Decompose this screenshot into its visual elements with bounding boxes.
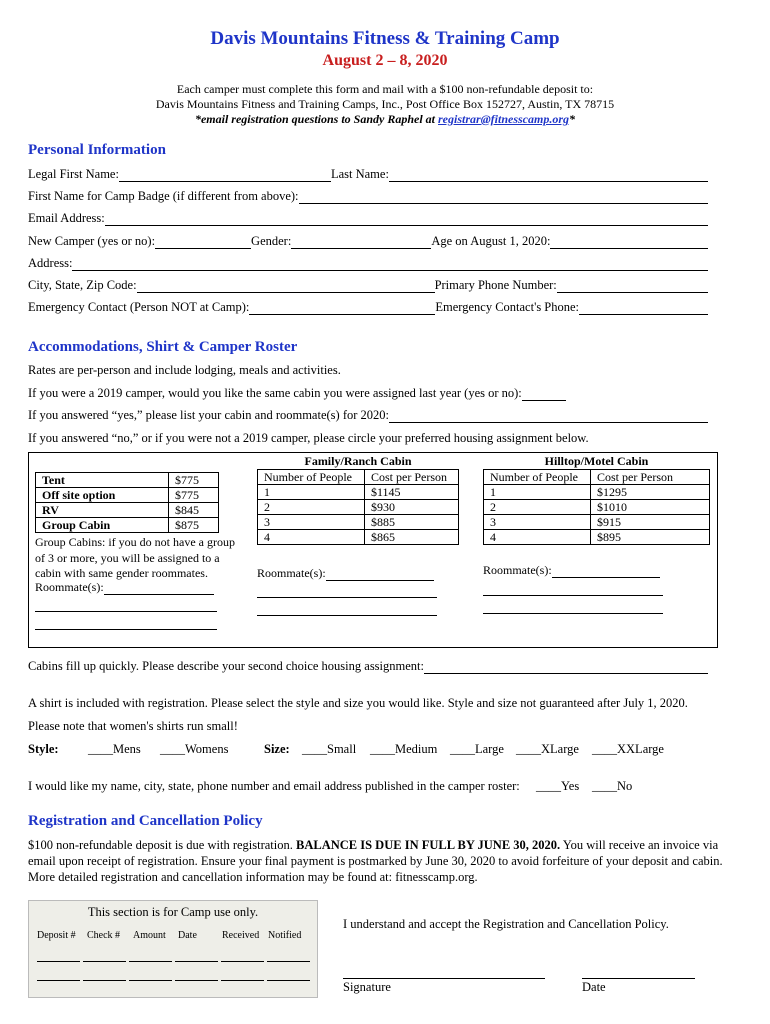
- notified-field-2[interactable]: [267, 970, 310, 981]
- received-label: Received: [222, 930, 260, 941]
- camp-use-lines-2: [37, 970, 317, 981]
- check-label: Check #: [87, 930, 121, 941]
- camper-info-row: [28, 233, 708, 249]
- gender-field[interactable]: [291, 235, 431, 249]
- badge-name-label: First Name for Camp Badge (if different from above):: [28, 189, 299, 203]
- registrar-email-link[interactable]: registrar@fitnesscamp.org: [438, 112, 570, 126]
- group-cabin-note: Group Cabins: if you do not have a group of 3 or more, you will be assigned to a cabin with same gender roommates.: [35, 535, 235, 580]
- policy-text: [28, 837, 730, 885]
- legal-first-name-label: Legal First Name:: [28, 167, 119, 181]
- policy-text-a: $100 non-refundable deposit is due with registration.: [28, 838, 296, 852]
- policy-balance-due: BALANCE IS DUE IN FULL BY JUNE 30, 2020.: [296, 838, 561, 852]
- option-row[interactable]: [36, 488, 219, 503]
- family-roommates-field-3[interactable]: [257, 602, 437, 616]
- form-title: Davis Mountains Fitness & Training Camp: [210, 28, 560, 49]
- left-roommates-field-2[interactable]: [35, 598, 217, 612]
- signature-field[interactable]: [343, 965, 545, 979]
- option-name: RV: [36, 503, 169, 518]
- deposit-field-1[interactable]: [37, 951, 80, 962]
- emergency-phone-label: Emergency Contact's Phone:: [435, 300, 580, 314]
- family-row[interactable]: [258, 530, 459, 545]
- q2019-label: If you were a 2019 camper, would you like the same cabin you were assigned last year (yes or no):: [28, 386, 522, 400]
- q2019-field[interactable]: [522, 387, 566, 401]
- q-no-label: If you answered “no,” or if you were not a 2019 camper, please circle your preferred housing assignment below.: [28, 431, 589, 445]
- family-people: 4: [258, 530, 365, 545]
- family-col1-header: Number of People: [258, 470, 365, 485]
- gender-label: Gender:: [251, 234, 292, 248]
- personal-info-heading: Personal Information: [28, 142, 166, 158]
- amount-field-2[interactable]: [129, 970, 172, 981]
- address-label: Address:: [28, 256, 73, 270]
- style-label: Style:: [28, 742, 59, 756]
- hilltop-cabin-table: [483, 469, 710, 545]
- check-field-1[interactable]: [83, 951, 126, 962]
- size-option-small[interactable]: ____Small: [302, 742, 357, 756]
- email-field[interactable]: [105, 212, 708, 226]
- style-option-womens[interactable]: ____Womens: [160, 742, 229, 756]
- family-roommates-field-2[interactable]: [257, 584, 437, 598]
- option-name: Off site option: [36, 488, 169, 503]
- hilltop-cabin-table-wrap: [483, 469, 710, 545]
- hilltop-people: 3: [484, 515, 591, 530]
- family-cost: $885: [365, 515, 459, 530]
- option-price: $775: [169, 473, 219, 488]
- address-row: [28, 255, 708, 271]
- accommodations-heading: Accommodations, Shirt & Camper Roster: [28, 339, 298, 355]
- city-row: [28, 277, 708, 293]
- option-row[interactable]: [36, 518, 219, 533]
- size-label: Size:: [264, 742, 290, 756]
- intro-line-3: [0, 112, 770, 127]
- option-name: Tent: [36, 473, 169, 488]
- family-people: 1: [258, 485, 365, 500]
- policy-heading: Registration and Cancellation Policy: [28, 813, 263, 829]
- left-roommates-field-1[interactable]: [104, 581, 214, 595]
- rates-note: [28, 362, 708, 378]
- left-roommates-field-3[interactable]: [35, 616, 217, 630]
- city-field[interactable]: [137, 279, 435, 293]
- amount-label: Amount: [133, 930, 166, 941]
- roster-no-option[interactable]: ____No: [592, 779, 633, 793]
- family-roommates-label: Roommate(s):: [257, 566, 326, 580]
- size-option-xlarge[interactable]: ____XLarge: [516, 742, 579, 756]
- size-option-xxlarge[interactable]: ____XXLarge: [592, 742, 664, 756]
- primary-phone-label: Primary Phone Number:: [434, 278, 557, 292]
- emergency-contact-field[interactable]: [249, 301, 435, 315]
- hilltop-col1-header: Number of People: [484, 470, 591, 485]
- second-choice-row: [28, 658, 708, 674]
- family-cost: $1145: [365, 485, 459, 500]
- intro-line-2: Davis Mountains Fitness and Training Camps, Inc., Post Office Box 152727, Austin, TX 78715: [155, 97, 615, 111]
- email-row: [28, 210, 708, 226]
- emergency-phone-field[interactable]: [579, 301, 708, 315]
- received-field-2[interactable]: [221, 970, 264, 981]
- date-label: Date: [582, 980, 606, 994]
- hilltop-people: 4: [484, 530, 591, 545]
- hilltop-roommates-field-2[interactable]: [483, 582, 663, 596]
- hilltop-cost: $895: [591, 530, 710, 545]
- family-cabin-table: [257, 469, 459, 545]
- roster-question: I would like my name, city, state, phone number and email address published in the camper roster:: [28, 779, 520, 793]
- shirt-choice-row: [28, 741, 708, 757]
- age-label: Age on August 1, 2020:: [431, 234, 551, 248]
- roster-yes-option[interactable]: ____Yes: [536, 779, 580, 793]
- size-option-large[interactable]: ____Large: [450, 742, 504, 756]
- address-field[interactable]: [72, 257, 708, 271]
- housing-options-table: [35, 472, 219, 533]
- date-field[interactable]: [582, 965, 695, 979]
- last-name-label: Last Name:: [330, 167, 389, 181]
- primary-phone-field[interactable]: [557, 279, 708, 293]
- hilltop-cost: $1295: [591, 485, 710, 500]
- date-field-1[interactable]: [175, 951, 218, 962]
- family-row[interactable]: [258, 500, 459, 515]
- family-roommates-field-1[interactable]: [326, 567, 434, 581]
- family-row[interactable]: [258, 485, 459, 500]
- deposit-label: Deposit #: [37, 930, 76, 941]
- intro-line-3-suffix: *: [569, 112, 576, 126]
- age-field[interactable]: [550, 235, 708, 249]
- camp-use-box: [28, 900, 318, 998]
- option-price: $775: [169, 488, 219, 503]
- city-label: City, State, Zip Code:: [28, 278, 137, 292]
- camp-use-lines-1: [37, 951, 317, 962]
- hilltop-row[interactable]: [484, 515, 710, 530]
- q-yes-row: [28, 407, 708, 423]
- camp-dates: August 2 – 8, 2020: [322, 52, 448, 69]
- family-roommates: [257, 566, 434, 581]
- badge-row: [28, 188, 708, 204]
- camp-use-heading: This section is for Camp use only.: [87, 905, 259, 919]
- hilltop-cabin-title: Hilltop/Motel Cabin: [544, 454, 649, 468]
- badge-name-field[interactable]: [299, 190, 708, 204]
- accept-policy-text: I understand and accept the Registration and Cancellation Policy.: [343, 917, 669, 931]
- last-name-field[interactable]: [389, 168, 708, 182]
- womens-note: Please note that women's shirts run small!: [28, 719, 238, 733]
- check-field-2[interactable]: [83, 970, 126, 981]
- email-label: Email Address:: [28, 211, 105, 225]
- hilltop-roommates: [483, 563, 660, 578]
- left-roommates-label: Roommate(s):: [35, 580, 104, 594]
- family-cost: $865: [365, 530, 459, 545]
- new-camper-label: New Camper (yes or no):: [28, 234, 156, 248]
- size-option-medium[interactable]: ____Medium: [370, 742, 438, 756]
- q-no-row: [28, 430, 708, 446]
- hilltop-row[interactable]: [484, 500, 710, 515]
- hilltop-cost: $1010: [591, 500, 710, 515]
- hilltop-roommates-field-1[interactable]: [552, 564, 660, 578]
- signature-label: Signature: [343, 980, 391, 994]
- hilltop-row[interactable]: [484, 485, 710, 500]
- name-row: [28, 166, 708, 182]
- second-choice-field[interactable]: [424, 660, 708, 674]
- policy-text-b: You will receive an invoice via email upon receipt of registration. Ensure your final payment is postmarked by June 30, 2020 to avoid forfeiture of your deposit and cabin. More detailed registration and cancellation information may be found at: fitnesscamp.org.: [28, 838, 723, 884]
- hilltop-col2-header: Cost per Person: [591, 470, 710, 485]
- q-yes-label: If you answered “yes,” please list your cabin and roommate(s) for 2020:: [28, 408, 389, 422]
- option-price: $845: [169, 503, 219, 518]
- family-people: 2: [258, 500, 365, 515]
- option-name: Group Cabin: [36, 518, 169, 533]
- family-cabin-table-wrap: [257, 469, 459, 545]
- rates-note-text: Rates are per-person and include lodging, meals and activities.: [28, 363, 341, 377]
- family-row[interactable]: [258, 515, 459, 530]
- date-label-camp: Date: [178, 930, 197, 941]
- hilltop-people: 1: [484, 485, 591, 500]
- shirt-note-row: [28, 695, 728, 711]
- legal-first-name-field[interactable]: [119, 168, 331, 182]
- option-price: $875: [169, 518, 219, 533]
- new-camper-field[interactable]: [155, 235, 251, 249]
- hilltop-people: 2: [484, 500, 591, 515]
- housing-options-table-wrap: [35, 472, 219, 533]
- family-col2-header: Cost per Person: [365, 470, 459, 485]
- family-cost: $930: [365, 500, 459, 515]
- q-yes-field[interactable]: [389, 409, 708, 423]
- intro-text: [0, 82, 770, 127]
- roster-row: [28, 778, 708, 794]
- received-field-1[interactable]: [221, 951, 264, 962]
- amount-field-1[interactable]: [129, 951, 172, 962]
- style-option-mens[interactable]: ____Mens: [88, 742, 141, 756]
- camp-use-labels: [37, 930, 317, 941]
- family-people: 3: [258, 515, 365, 530]
- deposit-field-2[interactable]: [37, 970, 80, 981]
- family-cabin-title: Family/Ranch Cabin: [304, 454, 412, 468]
- hilltop-cost: $915: [591, 515, 710, 530]
- hilltop-roommates-label: Roommate(s):: [483, 563, 552, 577]
- intro-line-3-prefix: *email registration questions to Sandy Raphel at: [194, 112, 439, 126]
- womens-note-row: [28, 718, 708, 734]
- option-row[interactable]: [36, 503, 219, 518]
- hilltop-row[interactable]: [484, 530, 710, 545]
- left-roommates: [35, 580, 214, 595]
- shirt-note: A shirt is included with registration. Please select the style and size you would like. Style and size not guaranteed after July 1, 2020.: [28, 696, 688, 710]
- second-choice-label: Cabins fill up quickly. Please describe your second choice housing assignment:: [28, 659, 424, 673]
- date-field-2[interactable]: [175, 970, 218, 981]
- notified-field-1[interactable]: [267, 951, 310, 962]
- intro-line-1: Each camper must complete this form and mail with a $100 non-refundable deposit to:: [176, 82, 594, 96]
- notified-label: Notified: [268, 930, 302, 941]
- option-row[interactable]: [36, 473, 219, 488]
- emergency-contact-label: Emergency Contact (Person NOT at Camp):: [28, 300, 250, 314]
- emergency-row: [28, 299, 708, 315]
- q2019-row: [28, 385, 708, 401]
- hilltop-roommates-field-3[interactable]: [483, 600, 663, 614]
